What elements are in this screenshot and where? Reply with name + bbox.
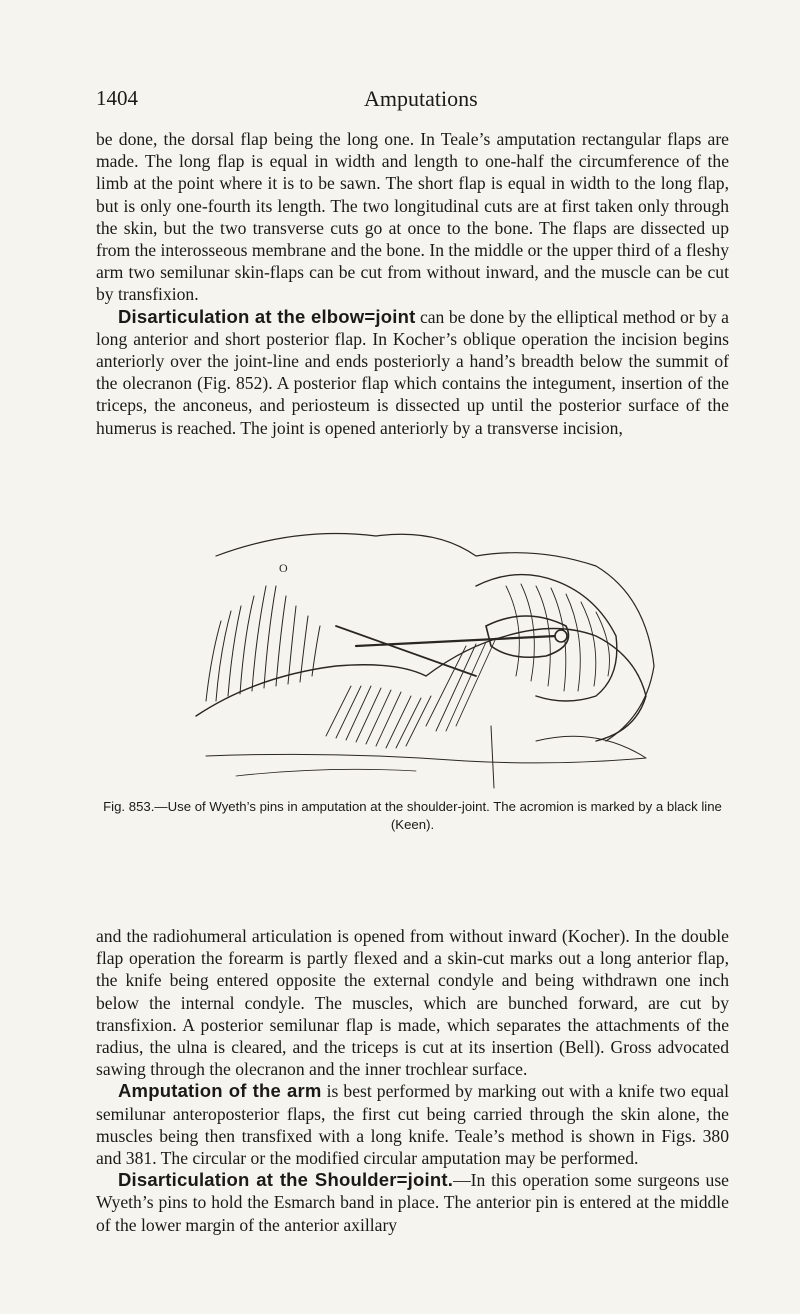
svg-text:O: O — [279, 561, 288, 575]
paragraph — [96, 1169, 729, 1236]
paragraph: be done, the dorsal flap being the long one. In Teale’s amputation rectangular flaps are made. The long flap is equal in width and length to one-half the circumference of the limb at the point where it is to be sawn. The short flap is equal in width to the long flap, but is only one-fourth its length. The two longitudinal cuts are at first taken only through the skin, but the two transverse cuts go at once to the bone. The flaps are dissected up from the interosseous membrane and the bone. In the middle or the upper third of a fleshy arm two semilunar skin-flaps can be cut from without inward, and the muscle can be cut by transfixion. — [96, 129, 729, 305]
page-number: 1404 — [96, 86, 138, 110]
paragraph-text: —In this operation some surgeons use Wyeth’s pins to hold the Esmarch band in place. The anterior pin is entered at the middle of the lower margin of the anterior axillary — [96, 1170, 729, 1235]
page-header — [96, 86, 736, 116]
section-heading: Disarticulation at the elbow=joint — [118, 305, 416, 327]
text-block-bottom — [96, 925, 729, 1236]
running-title: Amputations — [364, 86, 478, 111]
paragraph-text: is best performed by marking out with a knife two equal semilunar anteroposterior flaps, the first cut being carried through the skin alone, the muscles being then transfixed with a long knife. Teale’s method is shown in Figs. 380 and 381. The circular or the modified circular amputation may be performed. — [96, 1081, 729, 1169]
paragraph: and the radiohumeral articulation is opened from without inward (Kocher). In the double flap operation the forearm is partly flexed and a skin-cut marks out a long anterior flap, the knife being entered opposite the external condyle and being withdrawn one inch below the internal condyle. The muscles, which are bunched forward, are cut by transfixion. A posterior semilunar flap is made, which separates the attachments of the radius, the ulna is cleared, and the triceps is cut at its insertion (Bell). Gross advocated sawing through the olecranon and the inner trochlear surface. — [96, 926, 729, 1080]
section-heading: Amputation of the arm — [118, 1080, 322, 1102]
figure-illustration — [176, 526, 661, 792]
paragraph — [96, 1080, 729, 1169]
section-heading: Disarticulation at the Shoulder=joint. — [118, 1169, 454, 1191]
figure-caption: Fig. 853.—Use of Wyeth’s pins in amputation at the shoulder-joint. The acromion is marked by a black line (Keen). — [103, 799, 722, 832]
text-block-top — [96, 128, 729, 439]
paragraph — [96, 306, 729, 439]
paragraph-text: can be done by the elliptical method or by a long anterior and short posterior flap. In Kocher’s oblique operation the incision begins anteriorly over the joint-line and ends posteriorly a hand’s breadth below the summit of the olecranon (Fig. 852). A posterior flap which contains the integument, insertion of the triceps, the anconeus, and periosteum is dissected up until the posterior surface of the humerus is reached. The joint is opened anteriorly by a transverse incision, — [96, 306, 729, 438]
